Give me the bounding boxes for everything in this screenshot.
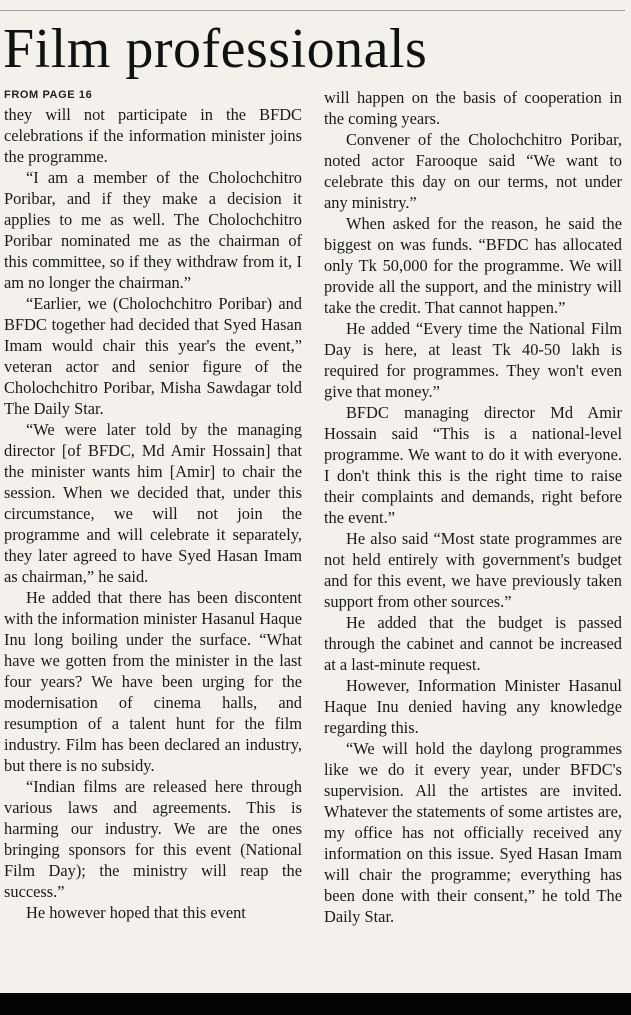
paragraph: “Earlier, we (Cholochchitro Poribar) and BFDC together had decided that Syed Hasan Imam would chair this year's the event,” veteran actor and senior figure of the Cholochchitro Poribar, Misha Sawdagar told The Daily Star. <box>4 294 302 418</box>
paragraph: Convener of the Cholochchitro Poribar, noted actor Farooque said “We want to celebrate this day on our terms, not under any ministry.” <box>324 130 622 212</box>
paragraph: He added that the budget is passed through the cabinet and cannot be increased at a last-minute request. <box>324 613 622 674</box>
paragraph: BFDC managing director Md Amir Hossain said “This is a national-level programme. We want to do it with everyone. I don't think this is the right time to raise their complaints and demands, right before the event.” <box>324 403 622 527</box>
paragraph: He added that there has been discontent with the information minister Hasanul Haque Inu long boiling under the surface. “What have we gotten from the minister in the last four years? We have been urging for the modernisation of cinema halls, and resumption of a talent hunt for the film industry. Film has been declared an industry, but there is no subsidy. <box>4 588 302 775</box>
top-rule <box>0 10 625 11</box>
headline: Film professionals <box>3 18 428 80</box>
paragraph: He added “Every time the National Film Day is here, at least Tk 40-50 lakh is required for programmes. They won't even give that money.” <box>324 319 622 401</box>
right-column <box>324 87 622 927</box>
paragraph: However, Information Minister Hasanul Haque Inu denied having any knowledge regarding this. <box>324 676 622 737</box>
paragraph: “We were later told by the managing director [of BFDC, Md Amir Hossain] that the minister wants him [Amir] to chair the session. When we decided that, under this circumstance, we will not join the programme and will celebrate it separately, they later agreed to have Syed Hasan Imam as chairman,” he said. <box>4 420 302 586</box>
paragraph: “I am a member of the Cholochchitro Poribar, and if they make a decision it applies to me as well. The Cholochchitro Poribar nominated me as the chairman of this committee, so if they withdraw from it, I am no longer the chairman.” <box>4 168 302 292</box>
paragraph: He however hoped that this event <box>26 903 246 922</box>
left-column <box>4 104 302 923</box>
bottom-border <box>0 993 631 1015</box>
paragraph: When asked for the reason, he said the biggest on was funds. “BFDC has allocated only Tk 50,000 for the programme. We will provide all the support, and the ministry will take the credit. That cannot happen.” <box>324 214 622 317</box>
paragraph: they will not participate in the BFDC celebrations if the information minister joins the programme. <box>4 105 302 166</box>
continuation-label: FROM PAGE 16 <box>4 89 93 101</box>
paragraph: He also said “Most state programmes are not held entirely with government's budget and for this event, we have previously taken support from other sources.” <box>324 529 622 611</box>
paragraph: “We will hold the daylong programmes like we do it every year, under BFDC's supervision. All the artistes are invited. Whatever the statements of some artistes are, my office has not officially received any information on this issue. Syed Hasan Imam will chair the programme; everything has been done with their consent,” he told The Daily Star. <box>324 739 622 926</box>
paragraph: “Indian films are released here through various laws and agreements. This is harming our industry. We are the ones bringing sponsors for this event (National Film Day); the ministry will reap the success.” <box>4 777 302 901</box>
paragraph: will happen on the basis of cooperation in the coming years. <box>324 88 622 128</box>
